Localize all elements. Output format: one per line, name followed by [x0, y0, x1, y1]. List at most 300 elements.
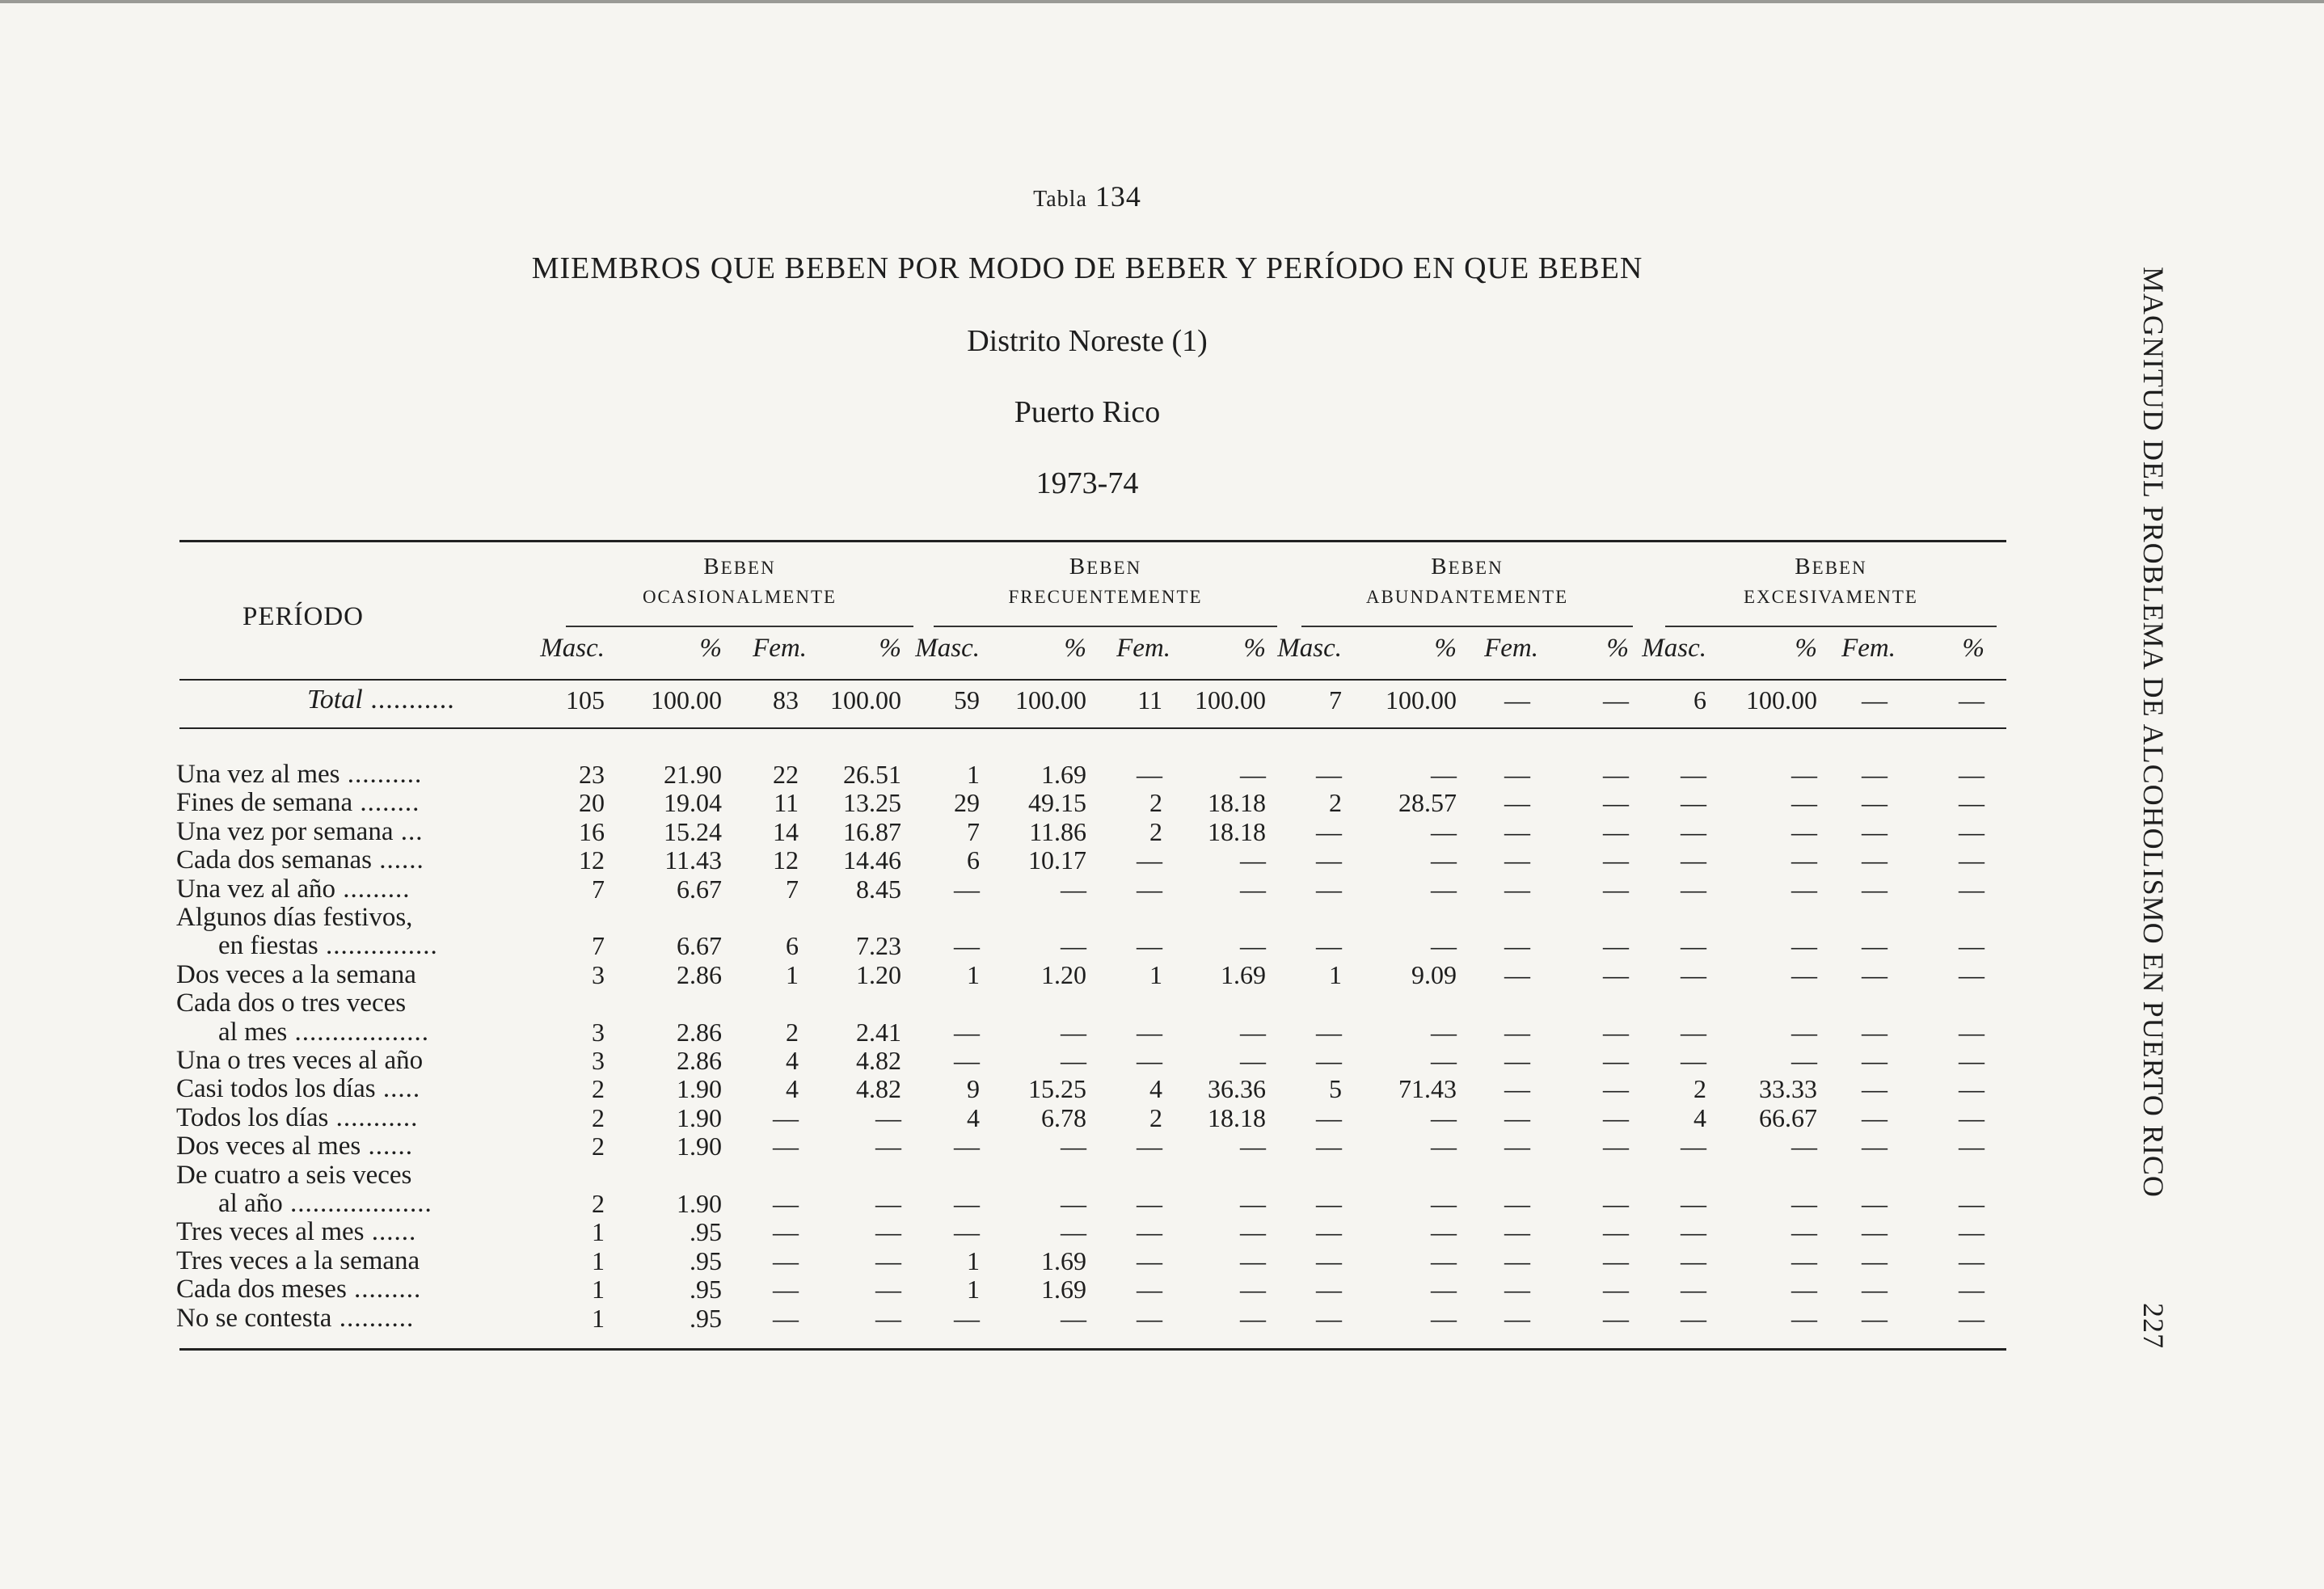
cell-dash: —	[1681, 1217, 1706, 1247]
subheader-percent: %	[1243, 634, 1266, 663]
table-bottom-rule	[179, 1348, 2006, 1351]
cell-dash: —	[1862, 788, 1887, 818]
cell-value: 1	[592, 1217, 605, 1247]
cell-value: 4	[786, 1074, 799, 1104]
cell-value: 20	[579, 788, 605, 818]
cell-dash: —	[1959, 959, 1984, 989]
cell-dash: —	[1603, 1245, 1629, 1275]
table-number-value: 134	[1095, 180, 1141, 213]
cell-dash: —	[954, 1046, 980, 1075]
cell-dash: —	[773, 1102, 799, 1132]
cell-dash: —	[1791, 931, 1817, 961]
cell-value: 11.86	[1029, 816, 1086, 846]
cell-dash: —	[1504, 1102, 1530, 1132]
cell-dash: —	[773, 1217, 799, 1247]
cell-dash: —	[1681, 1046, 1706, 1075]
leader-dots: ..........	[340, 760, 423, 789]
cell-dash: —	[1959, 816, 1984, 846]
cell-dash: —	[1504, 816, 1530, 846]
subheader-count: Fem.	[1484, 634, 1538, 663]
cell-value: 2	[1693, 1074, 1706, 1104]
cell-dash: —	[1791, 1217, 1817, 1247]
cell-dash: —	[1862, 1074, 1887, 1104]
cell-dash: —	[1431, 874, 1457, 904]
cell-dash: —	[1137, 1303, 1162, 1333]
cell-value: 6.67	[677, 874, 722, 904]
cell-value: 28.57	[1398, 788, 1457, 818]
cell-dash: —	[954, 1217, 980, 1247]
subheader-percent: %	[1434, 634, 1457, 663]
cell-dash: —	[1959, 760, 1984, 789]
total-cell: 105	[566, 685, 605, 714]
cell-dash: —	[1240, 1245, 1266, 1275]
cell-dash: —	[1681, 845, 1706, 875]
cell-dash: —	[875, 1102, 901, 1132]
cell-dash: —	[1681, 874, 1706, 904]
total-cell: 100.00	[830, 685, 901, 714]
cell-dash: —	[1959, 1303, 1984, 1333]
cell-dash: —	[1862, 1303, 1887, 1333]
cell-value: 6	[967, 845, 980, 875]
subheader-count: Masc.	[1277, 634, 1342, 663]
cell-dash: —	[1681, 1132, 1706, 1161]
total-cell: 100.00	[1015, 685, 1086, 714]
cell-dash: —	[1791, 1132, 1817, 1161]
cell-value: 1	[967, 1245, 980, 1275]
cell-value: 18.18	[1208, 816, 1266, 846]
cell-value: 6.67	[677, 931, 722, 961]
cell-dash: —	[1862, 959, 1887, 989]
cell-value: 1	[592, 1275, 605, 1304]
cell-value: 1.69	[1041, 1245, 1086, 1275]
cell-value: 4	[967, 1102, 980, 1132]
leader-dots: ...................	[282, 1189, 432, 1218]
cell-dash: —	[1431, 1132, 1457, 1161]
cell-value: .95	[690, 1275, 722, 1304]
cell-dash: —	[1791, 788, 1817, 818]
cell-dash: —	[1431, 845, 1457, 875]
subheader-percent: %	[1606, 634, 1629, 663]
cell-dash: —	[1504, 1017, 1530, 1047]
row-label: Cada dos o tres veces	[176, 988, 407, 1018]
cell-dash: —	[1603, 1189, 1629, 1218]
cell-value: 12	[773, 845, 799, 875]
cell-value: 14	[773, 816, 799, 846]
cell-dash: —	[1504, 959, 1530, 989]
cell-value: 16	[579, 816, 605, 846]
scan-top-edge	[0, 0, 2324, 3]
cell-value: 1	[967, 959, 980, 989]
cell-value: 2.86	[677, 959, 722, 989]
subheader-count: Masc.	[915, 634, 980, 663]
cell-dash: —	[1603, 1217, 1629, 1247]
cell-value: 1.90	[677, 1189, 722, 1218]
cell-value: 7	[592, 931, 605, 961]
cell-dash: —	[1603, 1102, 1629, 1132]
total-cell: 59	[954, 685, 980, 714]
subheader-rule	[179, 679, 2006, 681]
cell-dash: —	[1061, 1132, 1086, 1161]
cell-value: 23	[579, 760, 605, 789]
total-cell: 100.00	[651, 685, 722, 714]
cell-dash: —	[1061, 1189, 1086, 1218]
leader-dots: ..........	[331, 1303, 415, 1333]
cell-dash: —	[1240, 874, 1266, 904]
group-underline	[1301, 626, 1633, 627]
total-dots: ...........	[362, 685, 455, 714]
cell-value: 16.87	[843, 816, 901, 846]
cell-value: 2	[592, 1132, 605, 1161]
cell-dash: —	[1431, 760, 1457, 789]
subheader-count: Fem.	[1116, 634, 1170, 663]
cell-dash: —	[1959, 874, 1984, 904]
cell-value: 1	[1329, 959, 1342, 989]
leader-dots: .........	[346, 1275, 422, 1304]
cell-dash: —	[1603, 1303, 1629, 1333]
cell-dash: —	[1137, 874, 1162, 904]
cell-value: 7	[967, 816, 980, 846]
cell-value: 11.43	[664, 845, 722, 875]
row-label: Una vez al año .........	[176, 874, 411, 904]
cell-dash: —	[1431, 1275, 1457, 1304]
cell-dash: —	[875, 1245, 901, 1275]
cell-dash: —	[1316, 816, 1342, 846]
cell-dash: —	[1959, 1102, 1984, 1132]
cell-dash: —	[1862, 1017, 1887, 1047]
cell-dash: —	[773, 1189, 799, 1218]
total-cell-dash: —	[1603, 685, 1629, 714]
cell-dash: —	[1603, 1074, 1629, 1104]
cell-dash: —	[954, 1189, 980, 1218]
cell-dash: —	[1681, 816, 1706, 846]
cell-dash: —	[1862, 1275, 1887, 1304]
cell-dash: —	[1862, 760, 1887, 789]
total-cell: 100.00	[1195, 685, 1266, 714]
cell-dash: —	[875, 1132, 901, 1161]
cell-dash: —	[1603, 1017, 1629, 1047]
cell-dash: —	[1681, 1189, 1706, 1218]
cell-dash: —	[1137, 1046, 1162, 1075]
subheader-count: Masc.	[1642, 634, 1706, 663]
cell-dash: —	[1137, 931, 1162, 961]
cell-value: 1	[967, 1275, 980, 1304]
cell-dash: —	[954, 874, 980, 904]
cell-dash: —	[1504, 1217, 1530, 1247]
row-label: Fines de semana ........	[176, 788, 420, 818]
cell-dash: —	[1504, 845, 1530, 875]
cell-value: 1	[592, 1303, 605, 1333]
cell-dash: —	[1504, 1189, 1530, 1218]
row-label: Una vez al mes ..........	[176, 760, 423, 789]
table-word: Tabla	[1033, 187, 1087, 212]
leader-dots: ........	[352, 788, 420, 818]
subheader-count: Fem.	[1841, 634, 1896, 663]
total-cell: 6	[1693, 685, 1706, 714]
cell-value: .95	[690, 1245, 722, 1275]
row-label: Una o tres veces al año	[176, 1046, 424, 1075]
cell-dash: —	[1791, 1303, 1817, 1333]
cell-value: 4	[786, 1046, 799, 1075]
cell-dash: —	[1603, 931, 1629, 961]
cell-dash: —	[1504, 1132, 1530, 1161]
cell-value: 4	[1693, 1102, 1706, 1132]
cell-value: 14.46	[843, 845, 901, 875]
cell-dash: —	[1240, 1132, 1266, 1161]
cell-value: 26.51	[843, 760, 901, 789]
cell-value: 3	[592, 1017, 605, 1047]
cell-dash: —	[1316, 845, 1342, 875]
cell-dash: —	[1431, 816, 1457, 846]
cell-value: 12	[579, 845, 605, 875]
row-label: Cada dos meses .........	[176, 1275, 422, 1304]
cell-dash: —	[1959, 1074, 1984, 1104]
cell-value: 2	[1149, 788, 1162, 818]
cell-dash: —	[1431, 1046, 1457, 1075]
cell-dash: —	[1504, 760, 1530, 789]
cell-dash: —	[1137, 1217, 1162, 1247]
row-label: en fiestas ...............	[218, 931, 438, 961]
cell-value: 15.25	[1028, 1074, 1086, 1104]
cell-dash: —	[1603, 874, 1629, 904]
cell-value: 3	[592, 1046, 605, 1075]
running-head-text: MAGNITUD DEL PROBLEMA DE ALCOHOLISMO EN PUERTO RICO	[2137, 267, 2170, 1198]
cell-dash: —	[1603, 959, 1629, 989]
row-label: al mes ..................	[218, 1017, 429, 1047]
row-label: Cada dos semanas ......	[176, 845, 424, 875]
table-title: MIEMBROS QUE BEBEN POR MODO DE BEBER Y PERÍODO EN QUE BEBEN	[531, 251, 1643, 285]
cell-value: 19.04	[664, 788, 722, 818]
cell-dash: —	[1603, 760, 1629, 789]
cell-value: 1.20	[1041, 959, 1086, 989]
cell-dash: —	[1316, 874, 1342, 904]
cell-dash: —	[875, 1217, 901, 1247]
cell-value: .95	[690, 1217, 722, 1247]
cell-dash: —	[773, 1132, 799, 1161]
leader-dots: ......	[364, 1217, 417, 1247]
cell-dash: —	[1791, 1275, 1817, 1304]
leader-dots: ...	[393, 816, 424, 846]
cell-dash: —	[1137, 1017, 1162, 1047]
cell-dash: —	[1791, 816, 1817, 846]
cell-dash: —	[1061, 1303, 1086, 1333]
cell-dash: —	[1240, 760, 1266, 789]
cell-value: 4.82	[856, 1074, 901, 1104]
total-label: Total ...........	[307, 685, 455, 714]
cell-value: 5	[1329, 1074, 1342, 1104]
cell-dash: —	[1316, 760, 1342, 789]
subheader-percent: %	[1064, 634, 1086, 663]
cell-dash: —	[1316, 1189, 1342, 1218]
cell-dash: —	[1316, 1102, 1342, 1132]
cell-value: 7	[786, 874, 799, 904]
cell-dash: —	[1316, 1303, 1342, 1333]
row-label: al año ...................	[218, 1189, 432, 1218]
leader-dots: ......	[371, 845, 424, 875]
cell-dash: —	[1681, 1017, 1706, 1047]
total-cell-dash: —	[1959, 685, 1984, 714]
cell-dash: —	[1316, 1046, 1342, 1075]
total-cell: 7	[1329, 685, 1342, 714]
cell-value: 3	[592, 959, 605, 989]
subheader-count: Masc.	[540, 634, 605, 663]
cell-dash: —	[954, 1303, 980, 1333]
cell-value: 33.33	[1759, 1074, 1817, 1104]
cell-value: 18.18	[1208, 788, 1266, 818]
cell-dash: —	[1240, 1275, 1266, 1304]
cell-dash: —	[1959, 788, 1984, 818]
table-region: Puerto Rico	[1014, 395, 1161, 429]
cell-dash: —	[1862, 874, 1887, 904]
cell-dash: —	[1137, 1275, 1162, 1304]
cell-value: 71.43	[1398, 1074, 1457, 1104]
subheader-count: Fem.	[753, 634, 807, 663]
leader-dots: ..................	[287, 1017, 429, 1047]
cell-dash: —	[1504, 788, 1530, 818]
cell-value: 1	[1149, 959, 1162, 989]
cell-value: 2	[592, 1074, 605, 1104]
cell-dash: —	[1504, 1074, 1530, 1104]
table-top-rule	[179, 540, 2006, 542]
cell-dash: —	[1603, 1275, 1629, 1304]
cell-dash: —	[1431, 1017, 1457, 1047]
cell-value: 1	[786, 959, 799, 989]
cell-dash: —	[1240, 1189, 1266, 1218]
cell-dash: —	[1791, 1189, 1817, 1218]
cell-dash: —	[1791, 845, 1817, 875]
cell-dash: —	[1504, 1046, 1530, 1075]
cell-dash: —	[1791, 1245, 1817, 1275]
cell-dash: —	[1137, 845, 1162, 875]
subheader-percent: %	[1962, 634, 1984, 663]
total-rule	[179, 727, 2006, 729]
group-header-excesivamente: BEBEN EXCESIVAMENTE	[1744, 554, 1918, 607]
cell-dash: —	[1959, 1217, 1984, 1247]
cell-dash: —	[1504, 1303, 1530, 1333]
cell-value: 1	[967, 760, 980, 789]
cell-value: 2	[786, 1017, 799, 1047]
cell-value: 1.90	[677, 1102, 722, 1132]
row-label: Dos veces al mes ......	[176, 1132, 413, 1161]
leader-dots: .........	[335, 874, 411, 904]
leader-dots: ...........	[328, 1102, 419, 1132]
cell-dash: —	[1603, 788, 1629, 818]
cell-dash: —	[1681, 760, 1706, 789]
table-district: Distrito Noreste (1)	[967, 324, 1208, 358]
cell-value: 18.18	[1208, 1102, 1266, 1132]
cell-value: 6	[786, 931, 799, 961]
cell-dash: —	[1137, 1132, 1162, 1161]
cell-value: 2.86	[677, 1046, 722, 1075]
cell-value: 2	[1329, 788, 1342, 818]
row-label: Tres veces a la semana	[176, 1245, 420, 1275]
total-cell: 83	[773, 685, 799, 714]
cell-value: 29	[954, 788, 980, 818]
subheader-percent: %	[1795, 634, 1817, 663]
cell-dash: —	[1061, 1017, 1086, 1047]
cell-dash: —	[1681, 931, 1706, 961]
cell-dash: —	[954, 1132, 980, 1161]
cell-value: 4.82	[856, 1046, 901, 1075]
cell-value: 2	[592, 1102, 605, 1132]
leader-dots: ......	[361, 1132, 413, 1161]
row-label: Tres veces al mes ......	[176, 1217, 417, 1247]
cell-value: 10.17	[1028, 845, 1086, 875]
cell-value: 21.90	[664, 760, 722, 789]
cell-dash: —	[1137, 760, 1162, 789]
cell-value: 2.86	[677, 1017, 722, 1047]
cell-dash: —	[1504, 931, 1530, 961]
cell-dash: —	[1316, 931, 1342, 961]
cell-dash: —	[1061, 874, 1086, 904]
cell-dash: —	[773, 1303, 799, 1333]
cell-dash: —	[1959, 931, 1984, 961]
cell-dash: —	[1061, 1046, 1086, 1075]
cell-dash: —	[1240, 845, 1266, 875]
cell-dash: —	[1137, 1245, 1162, 1275]
row-header-periodo: PERÍODO	[243, 602, 365, 631]
table-years: 1973-74	[1035, 466, 1139, 500]
cell-value: 7	[592, 874, 605, 904]
cell-dash: —	[1959, 1189, 1984, 1218]
cell-dash: —	[1431, 1245, 1457, 1275]
table-number	[0, 179, 2174, 213]
cell-dash: —	[1959, 1017, 1984, 1047]
cell-value: 15.24	[664, 816, 722, 846]
cell-dash: —	[1959, 1046, 1984, 1075]
cell-dash: —	[1959, 845, 1984, 875]
cell-dash: —	[1240, 1303, 1266, 1333]
cell-value: 2	[1149, 816, 1162, 846]
cell-dash: —	[1603, 1132, 1629, 1161]
cell-dash: —	[875, 1303, 901, 1333]
cell-value: 2.41	[856, 1017, 901, 1047]
cell-dash: —	[1791, 959, 1817, 989]
cell-value: 1.90	[677, 1132, 722, 1161]
row-label: Algunos días festivos,	[176, 903, 413, 932]
cell-value: 2	[592, 1189, 605, 1218]
cell-value: 36.36	[1208, 1074, 1266, 1104]
cell-dash: —	[1316, 1217, 1342, 1247]
cell-value: 7.23	[856, 931, 901, 961]
cell-dash: —	[1431, 1303, 1457, 1333]
cell-dash: —	[773, 1245, 799, 1275]
cell-dash: —	[1316, 1017, 1342, 1047]
total-cell: 11	[1137, 685, 1162, 714]
cell-dash: —	[875, 1189, 901, 1218]
cell-value: 1.69	[1221, 959, 1266, 989]
cell-dash: —	[1681, 788, 1706, 818]
cell-dash: —	[1316, 1275, 1342, 1304]
cell-dash: —	[1431, 1102, 1457, 1132]
cell-dash: —	[1791, 760, 1817, 789]
cell-dash: —	[1504, 1245, 1530, 1275]
cell-value: 2	[1149, 1102, 1162, 1132]
cell-dash: —	[954, 931, 980, 961]
cell-dash: —	[1504, 1275, 1530, 1304]
cell-dash: —	[1681, 1303, 1706, 1333]
cell-dash: —	[1862, 931, 1887, 961]
cell-value: 6.78	[1041, 1102, 1086, 1132]
cell-value: 1.20	[856, 959, 901, 989]
cell-dash: —	[1137, 1189, 1162, 1218]
total-cell: 100.00	[1746, 685, 1817, 714]
running-head-vertical	[2081, 267, 2170, 1423]
group-underline	[934, 626, 1277, 627]
cell-value: .95	[690, 1303, 722, 1333]
cell-value: 4	[1149, 1074, 1162, 1104]
cell-dash: —	[1431, 931, 1457, 961]
page-number: 227	[2137, 1302, 2170, 1349]
